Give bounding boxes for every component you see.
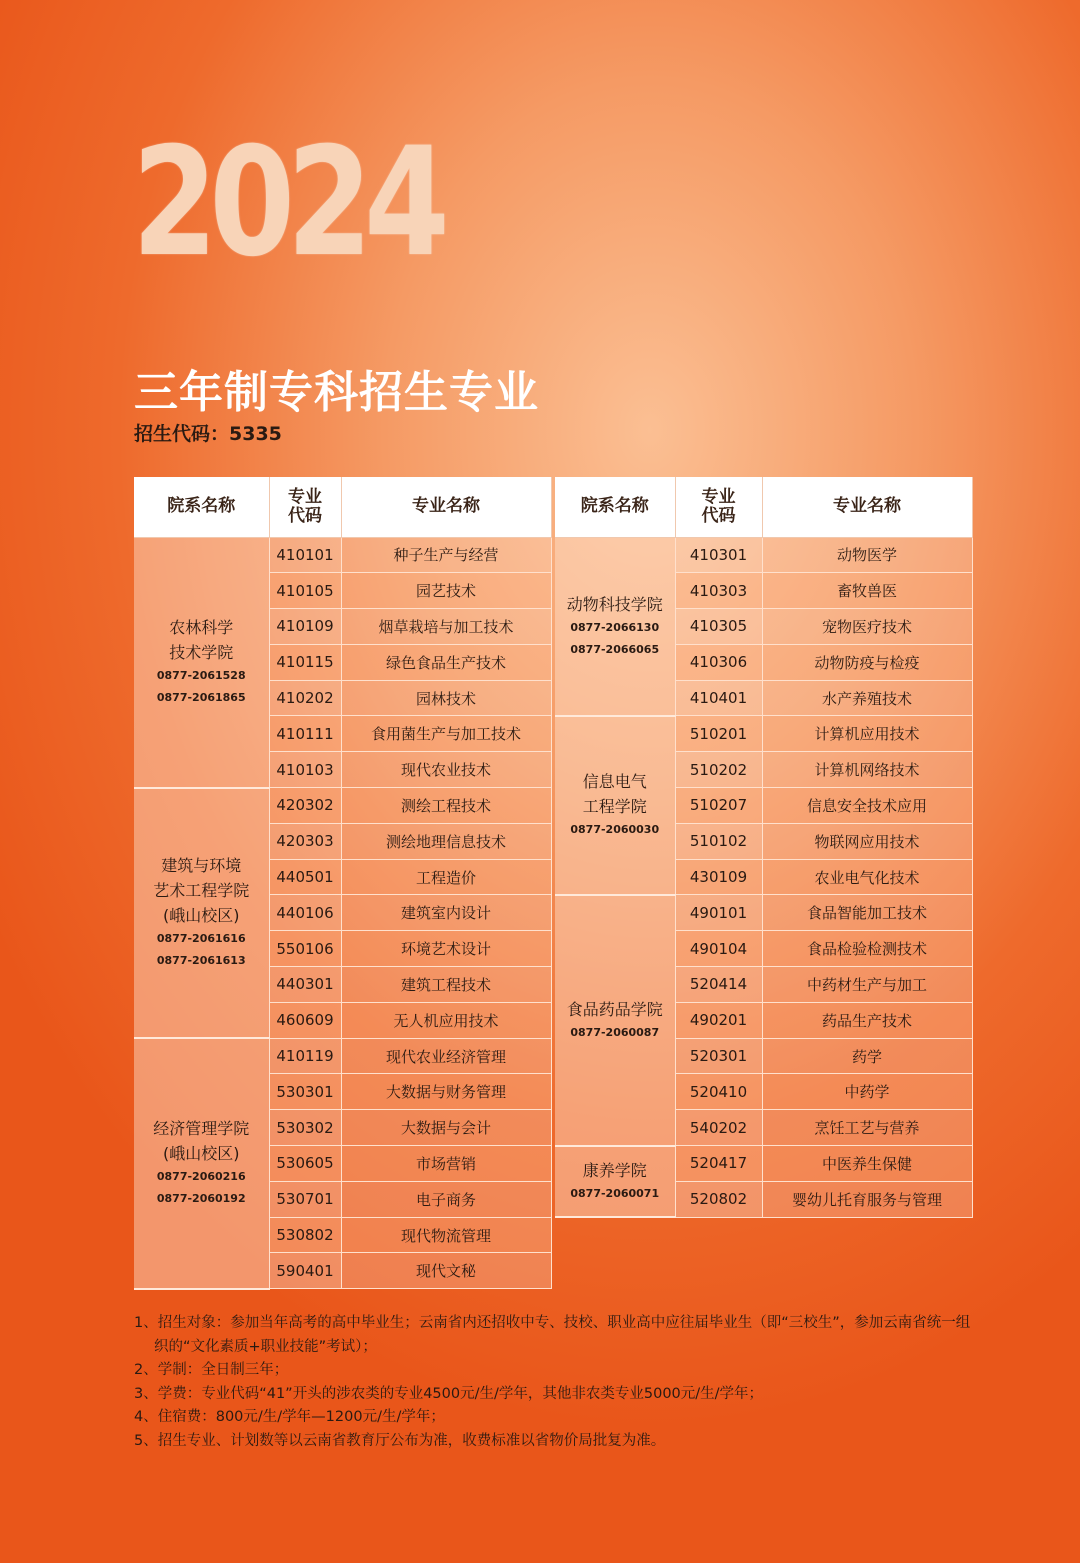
dept-phone: 0877-2060087 <box>570 1025 660 1039</box>
major-name-cell: 现代农业技术 <box>341 752 551 788</box>
major-name-cell: 无人机应用技术 <box>341 1002 551 1038</box>
major-name-cell: 中医养生保健 <box>762 1146 972 1182</box>
major-name-cell: 环境艺术设计 <box>341 931 551 967</box>
dept-name-line: 康养学院 <box>582 1160 647 1180</box>
major-name-cell: 烹饪工艺与营养 <box>762 1110 972 1146</box>
major-name-cell: 计算机应用技术 <box>762 716 972 752</box>
table-row <box>134 1038 551 1074</box>
major-code-cell: 410202 <box>269 680 341 716</box>
major-code-cell: 490104 <box>675 931 762 967</box>
major-name-cell: 畜牧兽医 <box>762 573 972 609</box>
dept-phone: 0877-2066130 <box>570 620 660 634</box>
major-name-cell: 农业电气化技术 <box>762 859 972 895</box>
major-name-cell: 建筑室内设计 <box>341 895 551 931</box>
dept-cell <box>134 1038 269 1289</box>
major-code-cell: 530301 <box>269 1074 341 1110</box>
major-name-cell: 工程造价 <box>341 859 551 895</box>
dept-phone: 0877-2060192 <box>156 1192 246 1206</box>
major-code-cell: 510207 <box>675 788 762 824</box>
major-code-cell: 530802 <box>269 1217 341 1253</box>
table-header-row <box>555 477 972 537</box>
dept-cell <box>134 537 269 788</box>
major-name-cell: 电子商务 <box>341 1181 551 1217</box>
major-name-cell: 建筑工程技术 <box>341 967 551 1003</box>
major-name-cell: 药品生产技术 <box>762 1002 972 1038</box>
notes-section <box>134 1312 984 1453</box>
dept-cell <box>555 537 675 716</box>
major-code-cell: 530302 <box>269 1110 341 1146</box>
major-name-cell: 种子生产与经营 <box>341 537 551 573</box>
major-name-cell: 食用菌生产与加工技术 <box>341 716 551 752</box>
major-code-cell: 410301 <box>675 537 762 573</box>
header-dept: 院系名称 <box>555 477 675 537</box>
dept-phone: 0877-2061613 <box>156 954 246 968</box>
major-code-cell: 440501 <box>269 859 341 895</box>
note-item: 1、招生对象：参加当年高考的高中毕业生；云南省内还招收中专、技校、职业高中应往届毕业生（即“三校生”，参加云南省统一组织的“文化素质+职业技能”考试）； <box>134 1315 971 1355</box>
dept-name-line: 工程学院 <box>582 797 647 817</box>
dept-phone: 0877-2060216 <box>156 1170 246 1184</box>
major-name-cell: 烟草栽培与加工技术 <box>341 609 551 645</box>
major-name-cell: 现代文秘 <box>341 1253 551 1289</box>
dept-name-line: (峨山校区) <box>163 1144 240 1164</box>
header-code-line2: 代码 <box>288 505 322 526</box>
major-code-cell: 430109 <box>675 859 762 895</box>
major-name-cell: 测绘地理信息技术 <box>341 823 551 859</box>
dept-phone: 0877-2060071 <box>570 1186 660 1200</box>
major-code-cell: 410303 <box>675 573 762 609</box>
table-row <box>555 537 972 573</box>
major-code-cell: 410103 <box>269 752 341 788</box>
enrollment-code: 招生代码：5335 <box>134 423 282 445</box>
dept-phone: 0877-2061865 <box>156 691 246 705</box>
major-name-cell: 水产养殖技术 <box>762 680 972 716</box>
major-code-cell: 510201 <box>675 716 762 752</box>
note-item: 3、学费：专业代码“41”开头的涉农类的专业4500元/生/学年，其他非农类专业5000元/生/学年； <box>134 1385 764 1402</box>
dept-phone: 0877-2061616 <box>156 932 246 946</box>
major-code-cell: 520414 <box>675 967 762 1003</box>
major-name-cell: 市场营销 <box>341 1146 551 1182</box>
major-name-cell: 动物医学 <box>762 537 972 573</box>
major-name-cell: 园林技术 <box>341 680 551 716</box>
major-name-cell: 中药材生产与加工 <box>762 967 972 1003</box>
major-code-cell: 440106 <box>269 895 341 931</box>
header-name: 专业名称 <box>341 477 551 537</box>
major-code-cell: 410111 <box>269 716 341 752</box>
dept-phone: 0877-2060030 <box>570 823 660 837</box>
page-title: 三年制专科招生专业 <box>134 367 539 418</box>
major-code-cell: 530701 <box>269 1181 341 1217</box>
dept-cell <box>134 788 269 1039</box>
major-name-cell: 宠物医疗技术 <box>762 609 972 645</box>
header-code-line1: 专业 <box>701 486 736 507</box>
table-row <box>555 895 972 931</box>
dept-name-line: 建筑与环境 <box>161 856 242 876</box>
major-code-cell: 520802 <box>675 1181 762 1217</box>
header-code <box>269 477 341 537</box>
major-code-cell: 490201 <box>675 1002 762 1038</box>
major-code-cell: 410306 <box>675 644 762 680</box>
major-code-cell: 410109 <box>269 609 341 645</box>
major-code-cell: 410101 <box>269 537 341 573</box>
dept-phone: 0877-2061528 <box>156 669 246 683</box>
major-code-cell: 510202 <box>675 752 762 788</box>
dept-name-line: 农林科学 <box>169 618 234 638</box>
major-code-cell: 410305 <box>675 609 762 645</box>
major-code-cell: 520410 <box>675 1074 762 1110</box>
major-code-cell: 410115 <box>269 644 341 680</box>
major-name-cell: 测绘工程技术 <box>341 788 551 824</box>
note-item: 2、学制：全日制三年； <box>134 1362 289 1378</box>
major-name-cell: 食品检验检测技术 <box>762 931 972 967</box>
major-code-cell: 420303 <box>269 823 341 859</box>
major-name-cell: 园艺技术 <box>341 573 551 609</box>
year-heading: 2024 <box>132 116 442 290</box>
majors-table-right <box>555 477 973 1218</box>
major-code-cell: 540202 <box>675 1110 762 1146</box>
major-code-cell: 590401 <box>269 1253 341 1289</box>
major-code-cell: 410105 <box>269 573 341 609</box>
table-row <box>134 537 551 573</box>
header-code-line1: 专业 <box>288 486 322 507</box>
major-name-cell: 现代农业经济管理 <box>341 1038 551 1074</box>
major-name-cell: 物联网应用技术 <box>762 823 972 859</box>
table-row <box>555 1146 972 1182</box>
dept-name-line: 艺术工程学院 <box>153 881 250 901</box>
major-code-cell: 530605 <box>269 1146 341 1182</box>
table-row <box>555 716 972 752</box>
dept-name-line: 食品药品学院 <box>566 999 663 1019</box>
dept-cell <box>555 716 675 895</box>
note-item: 5、招生专业、计划数等以云南省教育厅公布为准，收费标准以省物价局批复为准。 <box>134 1432 666 1449</box>
major-code-cell: 510102 <box>675 823 762 859</box>
major-code-cell: 420302 <box>269 788 341 824</box>
dept-phone: 0877-2066065 <box>570 642 660 656</box>
dept-cell <box>555 1146 675 1218</box>
major-code-cell: 410401 <box>675 680 762 716</box>
major-name-cell: 中药学 <box>762 1074 972 1110</box>
major-code-cell: 520301 <box>675 1038 762 1074</box>
header-code <box>675 477 762 537</box>
major-code-cell: 520417 <box>675 1146 762 1182</box>
major-name-cell: 绿色食品生产技术 <box>341 644 551 680</box>
header-code-line2: 代码 <box>701 505 736 526</box>
major-name-cell: 婴幼儿托育服务与管理 <box>762 1181 972 1217</box>
majors-table-left <box>134 477 552 1290</box>
dept-name-line: (峨山校区) <box>163 906 240 926</box>
note-item: 4、住宿费：800元/生/学年—1200元/生/学年； <box>134 1409 445 1425</box>
header-dept: 院系名称 <box>134 477 269 537</box>
dept-name-line: 技术学院 <box>169 643 234 663</box>
major-name-cell: 药学 <box>762 1038 972 1074</box>
major-code-cell: 460609 <box>269 1002 341 1038</box>
dept-name-line: 动物科技学院 <box>566 594 663 614</box>
dept-name-line: 经济管理学院 <box>153 1119 250 1139</box>
major-name-cell: 计算机网络技术 <box>762 752 972 788</box>
table-row <box>134 788 551 824</box>
header-name: 专业名称 <box>762 477 972 537</box>
dept-cell <box>555 895 675 1146</box>
major-name-cell: 大数据与财务管理 <box>341 1074 551 1110</box>
major-code-cell: 490101 <box>675 895 762 931</box>
major-code-cell: 440301 <box>269 967 341 1003</box>
major-name-cell: 现代物流管理 <box>341 1217 551 1253</box>
major-name-cell: 动物防疫与检疫 <box>762 644 972 680</box>
major-name-cell: 大数据与会计 <box>341 1110 551 1146</box>
major-name-cell: 食品智能加工技术 <box>762 895 972 931</box>
major-name-cell: 信息安全技术应用 <box>762 788 972 824</box>
major-code-cell: 410119 <box>269 1038 341 1074</box>
major-code-cell: 550106 <box>269 931 341 967</box>
dept-name-line: 信息电气 <box>582 772 647 792</box>
table-header-row <box>134 477 551 537</box>
